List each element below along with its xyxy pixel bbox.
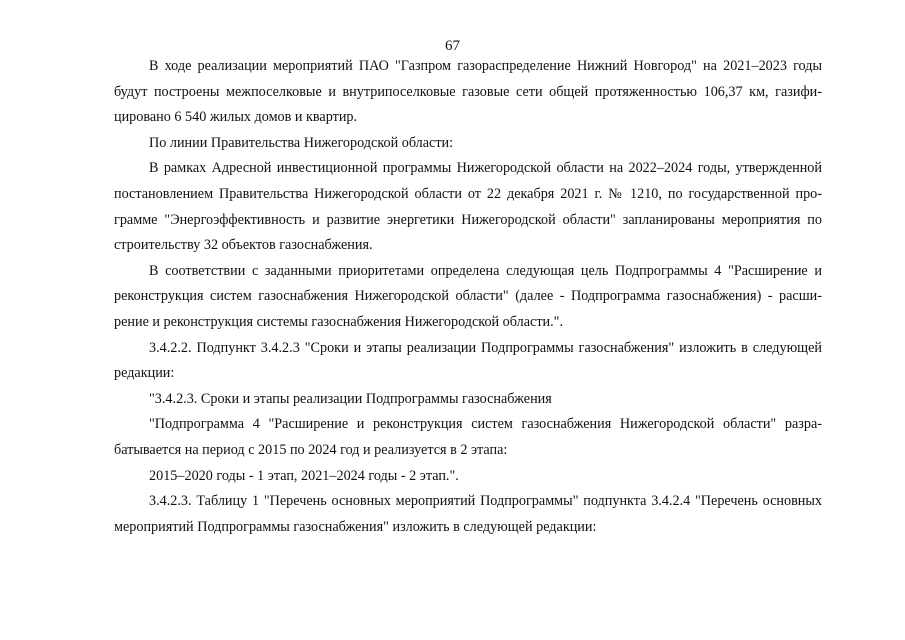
paragraph-stages: 2015–2020 годы - 1 этап, 2021–2024 годы - 2 этап.". bbox=[149, 467, 459, 484]
paragraph-clause-3-4-2-3-title: "3.4.2.3. Сроки и этапы реализации Подпрограммы газоснабжения bbox=[149, 390, 552, 407]
page-number: 67 bbox=[445, 38, 460, 54]
paragraph-government-line: По линии Правительства Нижегородской области: bbox=[149, 134, 454, 151]
paragraph-table-1-clause: 3.4.2.3. Таблицу 1 "Перечень основных мероприятий Подпрограммы" подпункта 3.4.2.4 "Перечень основных мероприятий Подпрограммы газоснабжения" изложить в следующей редакции: bbox=[114, 493, 822, 535]
paragraph-subprogram-goal: В соответствии с заданными приоритетами определена следующая цель Подпрограммы 4 "Расширение и реконструкция систем газоснабжения Нижегородской области" (далее - Подпрограмма газоснабжения) - расширение и реконструкция системы газоснабжения Нижегородской области.". bbox=[114, 262, 822, 330]
paragraph-investment-program: В рамках Адресной инвестиционной программы Нижегородской области на 2022–2024 годы, утвержденной постановлением Правительства Нижегородской области от 22 декабря 2021 г. № 1210, по государственной программе "Энергоэффективность и развитие энергетики Нижегородской области" запланированы мероприятия по строительству 32 объектов газоснабжения. bbox=[114, 160, 822, 254]
document-body bbox=[114, 54, 822, 540]
paragraph-gazprom-results: В ходе реализации мероприятий ПАО "Газпром газораспределение Нижний Новгород" на 2021–2023 годы будут построены межпоселковые и внутрипоселковые газовые сети общей протяженностью 106,37 км, газифицировано 6 540 жилых домов и квартир. bbox=[114, 58, 822, 126]
paragraph-subprogram-period: "Подпрограмма 4 "Расширение и реконструкция систем газоснабжения Нижегородской области" разрабатывается на период с 2015 по 2024 год и реализуется в 2 этапа: bbox=[114, 416, 822, 458]
paragraph-clause-3-4-2-2: 3.4.2.2. Подпункт 3.4.2.3 "Сроки и этапы реализации Подпрограммы газоснабжения" изложить в следующей редакции: bbox=[114, 339, 822, 382]
